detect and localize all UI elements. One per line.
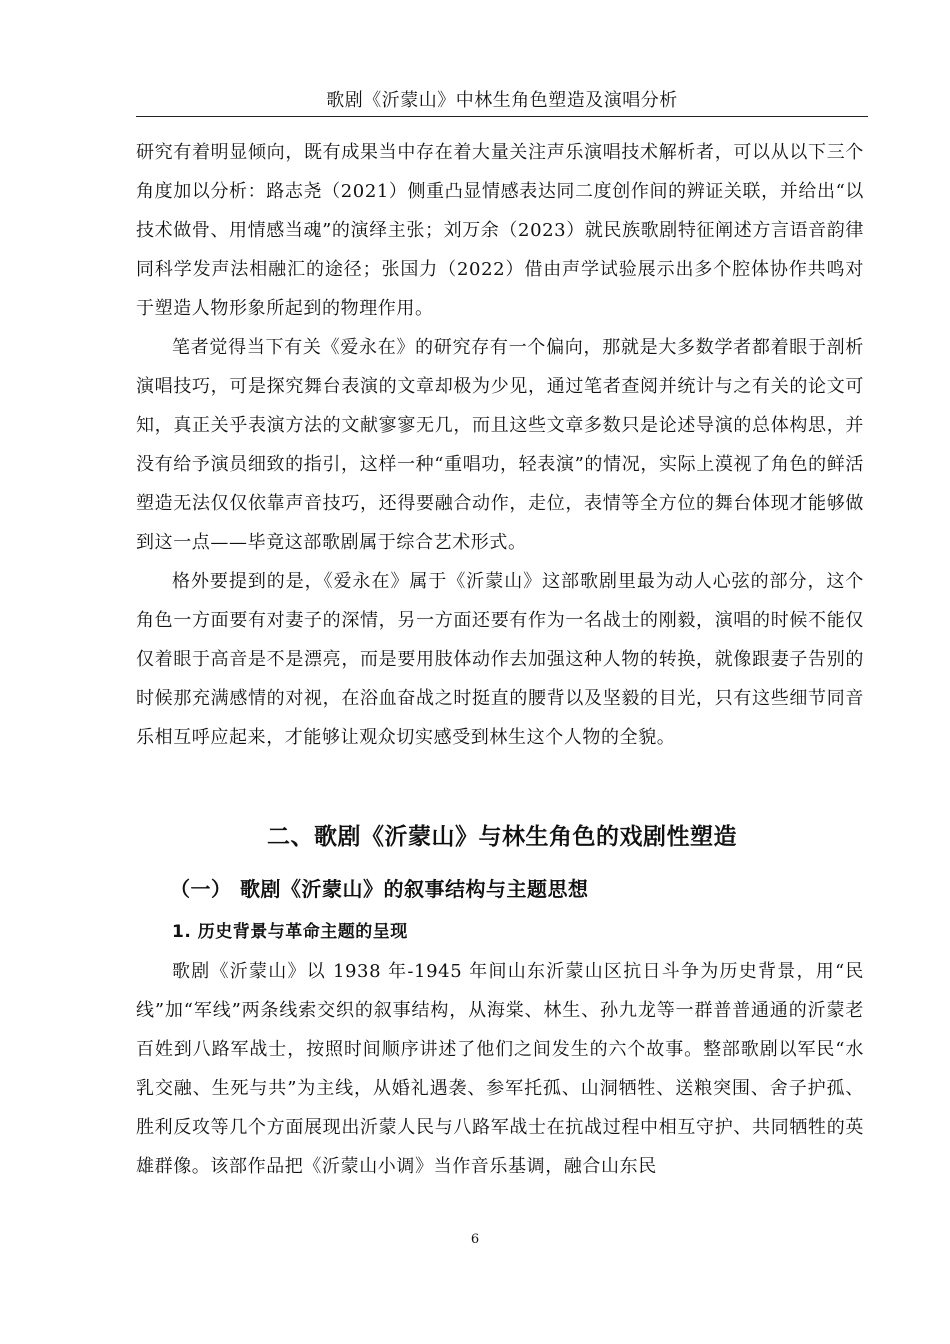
subsection-heading — [170, 873, 589, 902]
header-rule — [136, 116, 868, 117]
paragraph-ai-yong-zai: 格外要提到的是，《爱永在》属于《沂蒙山》这部歌剧里最为动人心弦的部分，这个角色一方面要有对妻子的深情，另一方面还要有作为一名战士的刚毅，演唱的时候不能仅仅着眼于高音是不是漂亮，而是要用肢体动作去加强这种人物的转换，就像跟妻子告别的时候那充满感情的对视，在浴血奋战之时挺直的腰背以及坚毅的目光，只有这些细节同音乐相互呼应起来，才能够让观众切实感受到林生这个人物的全貌。 — [136, 571, 864, 748]
body-text-before-section — [136, 133, 864, 757]
subsection-title: 歌剧《沂蒙山》的叙事结构与主题思想 — [240, 877, 589, 901]
body-text-after-section — [136, 952, 864, 1186]
subsection-number: （一） — [170, 877, 232, 901]
paragraph-historical-background: 歌剧《沂蒙山》以 1938 年-1945 年间山东沂蒙山区抗日斗争为历史背景，用“民线”加“军线”两条线索交织的叙事结构，从海棠、林生、孙九龙等一群普普通通的沂蒙老百姓到八路军战士，按照时间顺序讲述了他们之间发生的六个故事。整部歌剧以军民“水乳交融、生死与共”为主线，从婚礼遇袭、参军托孤、山洞牺牲、送粮突围、舍子护孤、胜利反攻等几个方面展现出沂蒙人民与八路军战士在抗战过程中相互守护、共同牺牲的英雄群像。该部作品把《沂蒙山小调》当作音乐基调，融合山东民 — [136, 961, 864, 1177]
page-number: 6 — [470, 1232, 480, 1247]
running-header: 歌剧《沂蒙山》中林生角色塑造及演唱分析 — [326, 90, 678, 111]
paragraph-author-view: 笔者觉得当下有关《爱永在》的研究存有一个偏向，那就是大多数学者都着眼于剖析演唱技巧，可是探究舞台表演的文章却极为少见，通过笔者查阅并统计与之有关的论文可知，真正关乎表演方法的文献寥寥无几，而且这些文章多数只是论述导演的总体构思，并没有给予演员细致的指引，这样一种“重唱功，轻表演”的情况，实际上漠视了角色的鲜活塑造无法仅仅依靠声音技巧，还得要融合动作，走位，表情等全方位的舞台体现才能够做到这一点——毕竟这部歌剧属于综合艺术形式。 — [136, 337, 864, 553]
subsubsection-heading: 1. 历史背景与革命主题的呈现 — [172, 922, 408, 942]
section-heading: 二、歌剧《沂蒙山》与林生角色的戏剧性塑造 — [267, 824, 737, 850]
paragraph-research-tendency: 研究有着明显倾向，既有成果当中存在着大量关注声乐演唱技术解析者，可以从以下三个角度加以分析：路志尧（2021）侧重凸显情感表达同二度创作间的辨证关联，并给出“以技术做骨、用情感当魂”的演绎主张；刘万余（2023）就民族歌剧特征阐述方言语音韵律同科学发声法相融汇的途径；张国力（2022）借由声学试验展示出多个腔体协作共鸣对于塑造人物形象所起到的物理作用。 — [136, 142, 864, 319]
